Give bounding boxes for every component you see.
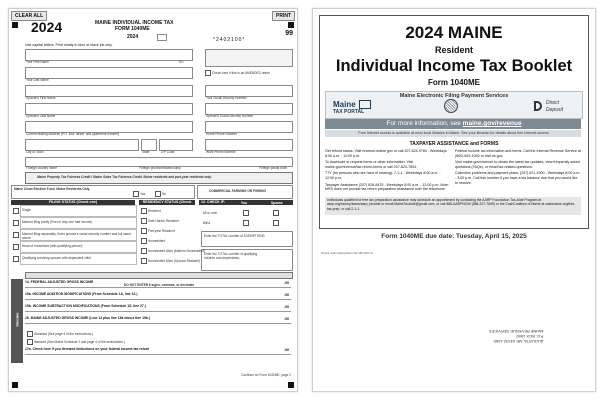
more-info-text: For more information, see	[386, 120, 461, 127]
booklet-cover-page	[312, 8, 596, 392]
election-fund-text: Maine Clean Election Fund. Maine Residents Only.	[14, 187, 91, 191]
free-note: Free Internet access is available at most local libraries in Maine. See your librarian for details about free Internet access.	[358, 131, 550, 135]
residency-checkbox[interactable]	[141, 248, 147, 254]
standard-deduction-checkbox[interactable]	[27, 331, 33, 337]
filing-status-label: Head of household (with qualifying person)	[22, 244, 83, 248]
first-name-field[interactable]	[25, 49, 193, 61]
filing-status-checkbox[interactable]	[13, 220, 19, 226]
line-15a-amount[interactable]: .00	[284, 293, 289, 297]
residency-checkbox[interactable]	[141, 258, 147, 264]
deposit-label: Deposit	[546, 107, 563, 113]
income-side-label: Income	[14, 312, 20, 327]
no-signs-text: DO NOT ENTER $ signs, commas, or decimals	[123, 283, 195, 287]
residency-label: Nonresident Alien (Married Nonresident)	[148, 249, 205, 253]
province-label: Foreign province/state/county	[139, 166, 181, 170]
registration-mark-icon	[288, 22, 294, 28]
line-17a-amount[interactable]: .00	[284, 348, 289, 352]
residency-header: RESIDENCY STATUS (Check one)	[139, 200, 195, 205]
first-name-label: Your First Name	[26, 60, 49, 64]
filing-status-label: Married filing separately. Enter spouse's social security number and full name above.	[22, 232, 131, 240]
form-1040me-page	[8, 8, 298, 392]
checkif-blind-label: Blind	[203, 221, 211, 225]
globe-icon	[444, 99, 458, 113]
filing-status-header: FILING STATUS (Check one)	[11, 200, 135, 205]
period-to-field[interactable]	[157, 34, 167, 41]
barcode-number: *2402100*	[213, 37, 246, 43]
assist-item: Collection problems and payment plans: (207) 621-4300 - Weekdays 8:00 a.m. - 3:00 p.m. Call this number if you have a tax balance due that you would like to resolve.	[455, 171, 581, 185]
filing-status-checkbox[interactable]	[13, 232, 19, 238]
assist-item: To download or request forms or other information: Visit maine.gov/revenue/tax-return-forms or call 207-624-7894.	[325, 160, 418, 169]
assist-item: Federal income tax information and forms: Call the Internal Revenue Service at (800) 829-1040 or visit irs.gov.	[455, 149, 581, 158]
pptc-text: Maine Property Tax Fairness Credit / Maine Sales Tax Fairness Credit. Maine residents and part-year residents only.	[37, 175, 212, 179]
filing-status-label: Married filing jointly (Even if only one had income)	[22, 220, 93, 224]
line-15b-row[interactable]	[25, 304, 291, 312]
checkif-header: 12. CHECK IF:	[199, 200, 293, 205]
mi-label: M.I.	[179, 60, 185, 64]
line-14-label: 14. FEDERAL ADJUSTED GROSS INCOME	[25, 280, 94, 284]
assist-column-right	[455, 149, 581, 187]
spouse-first-label: Spouse's First Name	[26, 96, 56, 100]
ink-note: Use capital letters. Print neatly in blue or black ink only.	[25, 43, 113, 47]
line-15a-label: 15a. INCOME ADDITION MODIFICATIONS (From Schedule 1A, line 12.)	[25, 292, 138, 296]
assist-item: Taxpayer Assistance (207) 626-8475 - Weekdays 8:00 a.m. - 12:00 p.m. Note: MRS does not provide tax return preparation assistance over the telephone.	[325, 182, 449, 192]
more-info-line	[313, 120, 595, 127]
assist-item: Visit maine.gov/revenue to obtain the latest tax updates, view frequently asked questions (FAQs), or email tax-related questions.	[455, 160, 580, 169]
you-65-checkbox[interactable]	[243, 210, 249, 216]
residency-checkbox[interactable]	[141, 208, 147, 214]
election-yes-checkbox[interactable]	[133, 191, 139, 197]
work-phone-label: Work Phone Number	[206, 150, 236, 154]
spouse-ssn-label: Spouse's Social Security Number	[206, 114, 254, 118]
mail-line-2: P.O. BOX 1060	[516, 334, 544, 339]
residency-label: Nonresident	[148, 239, 166, 243]
spouse-note-box	[205, 49, 293, 67]
itemized-deduction-checkbox[interactable]	[27, 339, 33, 345]
itemized-deduction-label: Itemized (See Maine Schedule 2 and page 4 of the instructions.)	[34, 340, 125, 344]
booklet-title: 2024 MAINE	[405, 23, 503, 42]
you-header: You	[241, 201, 247, 205]
residency-label: Resident	[148, 209, 161, 213]
income-side-bar	[11, 279, 23, 363]
residency-label: Safe Harbor Resident	[148, 219, 179, 223]
line-15a-row[interactable]	[25, 292, 291, 300]
line-16-row[interactable]	[25, 316, 291, 324]
printed-note: Printed under Appropriation 010 18F 0002.07	[321, 252, 373, 255]
election-no-label: No	[162, 192, 167, 196]
mail-address-block	[489, 329, 543, 344]
assist-item: TTY (for persons who are hard of hearing): 7-1-1 - Weekdays 8:00 a.m. - 12:00 p.m.	[325, 171, 441, 180]
spouse-last-label: Spouse's Last Name	[26, 114, 56, 118]
filing-status-checkbox[interactable]	[13, 244, 19, 250]
due-date: Form 1040ME due date: Tuesday, April 15, 2025	[381, 233, 527, 240]
city-label: City or Town	[26, 150, 44, 154]
standard-deduction-label: Standard (See page 4 of the instructions.)	[34, 332, 94, 336]
last-name-field[interactable]	[25, 67, 193, 79]
line-15b-amount[interactable]: .00	[284, 305, 289, 309]
election-yes-label: Yes	[140, 192, 146, 196]
booklet-heading: Individual Income Tax Booklet	[335, 57, 573, 75]
amended-label: Check here if this is an AMENDED return	[212, 71, 271, 75]
laptop-icon	[359, 100, 371, 109]
assist-column-left	[325, 149, 449, 194]
form-title-line1: MAINE INDIVIDUAL INCOME TAX	[95, 20, 174, 26]
mail-line-1: MAINE REVENUE SERVICES	[489, 329, 544, 334]
you-blind-checkbox[interactable]	[243, 220, 249, 226]
spouse-65-checkbox[interactable]	[273, 210, 279, 216]
election-no-checkbox[interactable]	[155, 191, 161, 197]
form-year: 2024	[31, 19, 63, 35]
clear-all-button[interactable]: CLEAR ALL	[11, 11, 47, 21]
print-button[interactable]: PRINT	[272, 11, 295, 21]
form-code: 99	[285, 30, 293, 37]
registration-mark-icon	[288, 382, 294, 388]
residency-checkbox[interactable]	[141, 218, 147, 224]
filing-status-checkbox[interactable]	[13, 208, 19, 214]
line-16-label: 16. MAINE ADJUSTED GROSS INCOME (Line 14 plus line 15a minus line 15b.)	[25, 316, 150, 320]
residency-checkbox[interactable]	[141, 228, 147, 234]
phone-label: Home Phone Number	[206, 132, 237, 136]
residency-label: Part-year Resident	[148, 229, 175, 233]
line-17a-label: 17a. Check here if you itemized deductions on your federal income tax return	[25, 347, 150, 351]
filing-status-checkbox[interactable]	[13, 256, 19, 262]
residency-label: Nonresident Alien (Spouse Resident)	[148, 259, 201, 263]
country-label: Foreign country name	[26, 166, 58, 170]
registration-mark-icon	[12, 382, 18, 388]
efile-title: Maine Electronic Filing Payment Services	[399, 93, 509, 99]
residency-checkbox[interactable]	[141, 238, 147, 244]
spouse-blind-checkbox[interactable]	[273, 220, 279, 226]
line-17a-row[interactable]	[25, 347, 291, 355]
assist-item: Get refund status: Visit revenue.maine.gov or call 207-624-9784 - Weekdays 8:00 a.m. - 12:00 p.m.	[325, 149, 447, 158]
dependents-label: Enter the TOTAL number of qualifying children and dependents.	[204, 252, 258, 260]
state-label: State	[142, 150, 150, 154]
exemptions-label: Enter the TOTAL number of EXEMPTIONS	[204, 234, 265, 238]
amended-checkbox[interactable]	[205, 70, 211, 76]
postal-label: Foreign postal code	[259, 166, 287, 170]
spouse-header: Spouse	[271, 201, 283, 205]
direct-label: Direct	[546, 100, 560, 106]
line-14-amount[interactable]: .00	[284, 281, 289, 285]
booklet-subtitle: Resident	[434, 45, 473, 55]
commercial-text: COMMERCIAL FARMING OR FISHING	[209, 189, 266, 193]
registration-mark-icon	[12, 22, 18, 28]
last-name-label: Your Last Name	[26, 78, 49, 82]
zip-label: ZIP Code	[161, 150, 175, 154]
mail-line-3: AUGUSTA, ME 04332-1060	[493, 339, 544, 344]
checkif-65-label: 65 or over	[203, 211, 218, 215]
booklet-form: Form 1040ME	[427, 78, 481, 87]
line-16-amount[interactable]: .00	[284, 317, 289, 321]
continue-note: Continue on Form 1040ME, page 2	[241, 373, 291, 377]
line-14-row[interactable]	[25, 280, 291, 288]
ssn-label: Your Social Security Number	[206, 96, 247, 100]
filing-status-label: Single	[22, 208, 31, 212]
filing-status-label: Qualifying surviving spouse with dependent child	[22, 256, 91, 260]
form-title-line2: FORM 1040ME	[115, 26, 150, 32]
portal-maine: Maine	[333, 100, 356, 109]
revenue-link[interactable]: maine.gov/revenue	[462, 120, 522, 127]
address-label: Current Mailing Address (P.O. Box, street, and apartment number)	[26, 132, 120, 136]
period-year: 2024	[127, 34, 139, 40]
assist-header: TAXPAYER ASSISTANCE and FORMS	[409, 141, 499, 147]
aarp-text: Individuals qualified for free tax preparation assistance may schedule an appointment by contacting the AARP Foundation Tax-Aide Program at aarp.org/money/taxes/aarp_taxaide or email MaineTaxAide@gmail.com, or call 888-AARPNOW (888-227-7669) or the CashCoalition of Maine at cashmaine.org/free-tax-prep, or call 2-1-1.	[327, 198, 576, 211]
line-15b-label: 15b. INCOME SUBTRACTION MODIFICATIONS (From Schedule 1S, line 27.)	[25, 304, 146, 308]
portal-tax: TAX PORTAL	[333, 109, 365, 115]
